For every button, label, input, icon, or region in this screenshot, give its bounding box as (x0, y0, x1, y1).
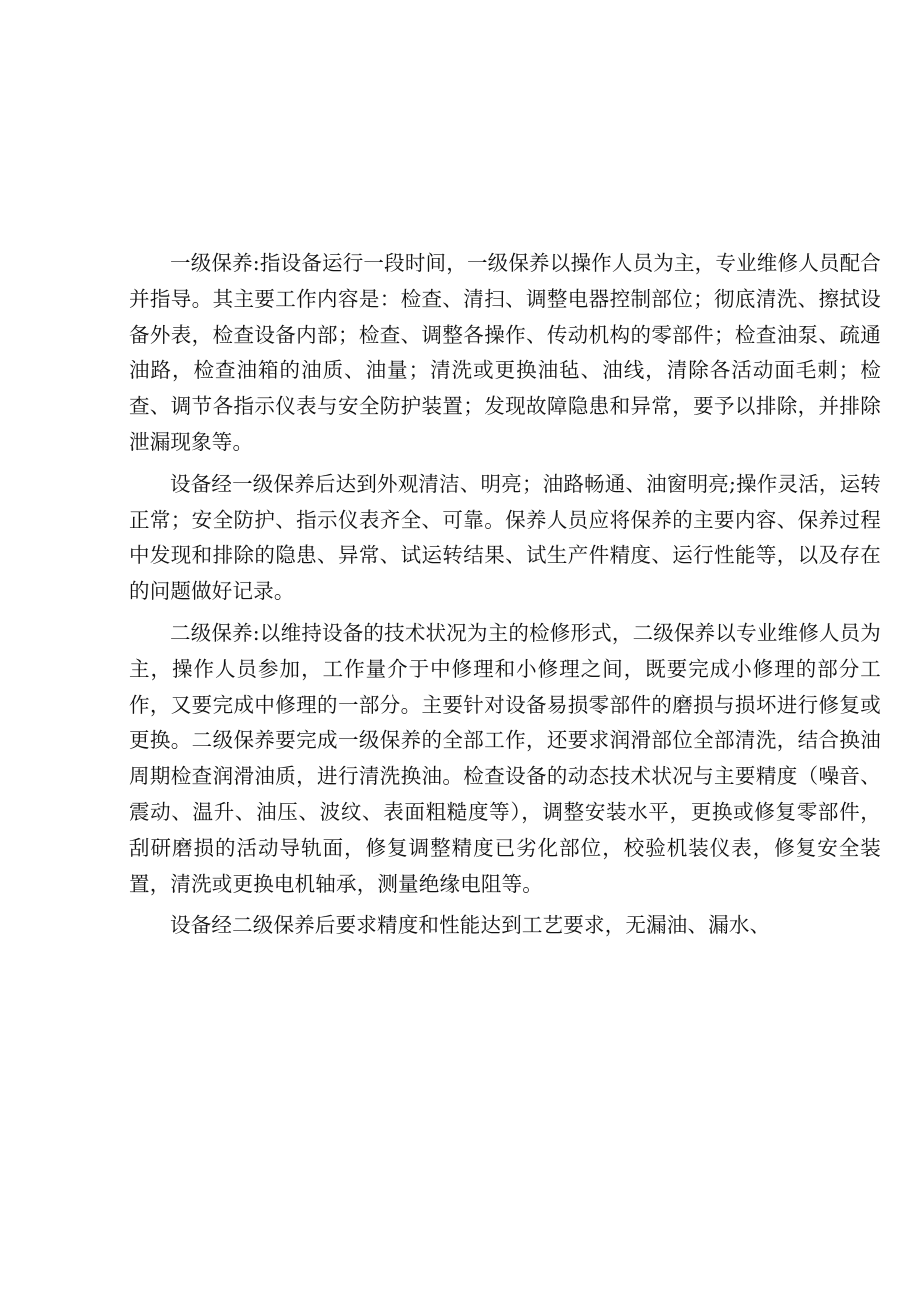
paragraph-first-level-maintenance: 一级保养:指设备运行一段时间，一级保养以操作人员为主，专业维修人员配合并指导。其主要工作内容是：检查、清扫、调整电器控制部位；彻底清洗、擦拭设备外表，检查设备内部；检查、调整各操作、传动机构的零部件；检查油泵、疏通油路，检查油箱的油质、油量；清洗或更换油毡、油线，清除各活动面毛刺；检查、调节各指示仪表与安全防护装置；发现故障隐患和异常，要予以排除，并排除泄漏现象等。 (129, 251, 881, 454)
document-body (129, 246, 881, 944)
paragraph-second-level-maintenance: 二级保养:以维持设备的技术状况为主的检修形式，二级保养以专业维修人员为主，操作人员参加，工作量介于中修理和小修理之间，既要完成小修理的部分工作，又要完成中修理的一部分。主要针对设备易损零部件的磨损与损坏进行修复或更换。二级保养要完成一级保养的全部工作，还要求润滑部位全部清洗，结合换油周期检查润滑油质，进行清洗换油。检查设备的动态技术状况与主要精度（噪音、震动、温升、油压、波纹、表面粗糙度等），调整安装水平，更换或修复零部件，刮研磨损的活动导轨面，修复调整精度已劣化部位，校验机装仪表，修复安全装置，清洗或更换电机轴承，测量绝缘电阻等。 (129, 620, 881, 896)
paragraph-first-level-result: 设备经一级保养后达到外观清洁、明亮；油路畅通、油窗明亮;操作灵活，运转正常；安全防护、指示仪表齐全、可靠。保养人员应将保养的主要内容、保养过程中发现和排除的隐患、异常、试运转结果、试生产件精度、运行性能等，以及存在的问题做好记录。 (129, 471, 881, 604)
paragraph-second-level-result: 设备经二级保养后要求精度和性能达到工艺要求，无漏油、漏水、 (170, 913, 771, 938)
